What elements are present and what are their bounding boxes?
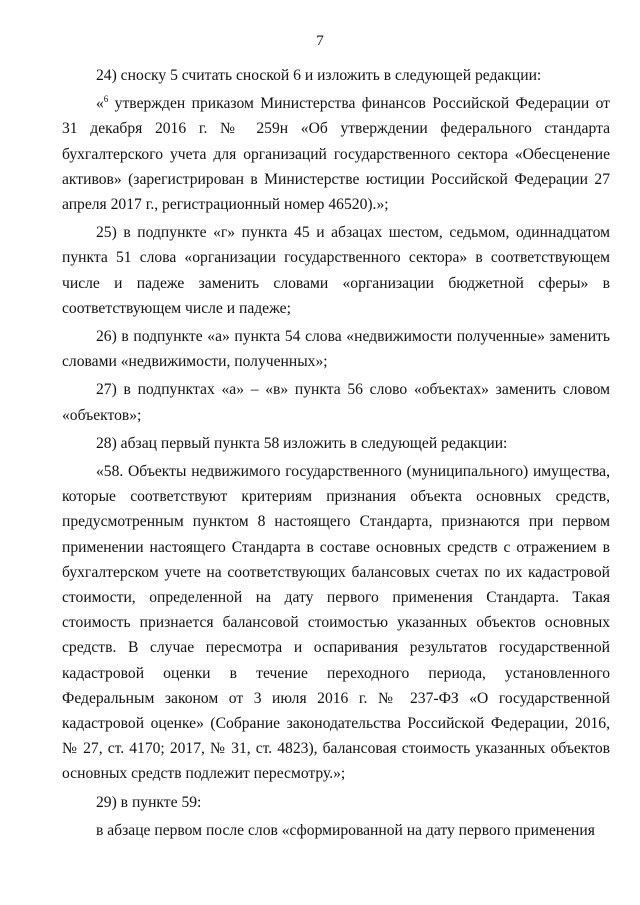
paragraph-26: 26) в подпункте «а» пункта 54 слова «недвижимости полученные» заменить словами «недвижимости, полученных»; [62, 328, 610, 371]
paragraph-28: 28) абзац первый пункта 58 изложить в следующей редакции: [96, 434, 508, 452]
paragraph-footnote-6 [62, 91, 610, 217]
footnote-text: утвержден приказом Министерства финансов Российской Федерации от 31 декабря 2016 г. № 259н «Об утверждении федерального стандарта бухгалтерского учета для организаций государственного сектора «Обесценение активов» (зарегистрирован в Министерстве юстиции Российской Федерации 27 апреля 2017 г., регистрационный номер 46520).»; [62, 95, 610, 214]
quote-open: « [96, 95, 104, 113]
paragraph-27: 27) в подпунктах «а» – «в» пункта 56 слово «объектах» заменить словом «объектов»; [62, 381, 610, 424]
paragraph-25: 25) в подпункте «г» пункта 45 и абзацах шестом, седьмом, одиннадцатом пункта 51 слова «организации государственного сектора» в соответствующем числе и падеже заменить словами «организации бюджетной сферы» в соответствующем числе и падеже; [62, 224, 610, 317]
paragraph-24: 24) сноску 5 считать сноской 6 и изложить в следующей редакции: [96, 67, 542, 84]
paragraph-29: 29) в пункте 59: [96, 793, 202, 811]
paragraph-59-first: в абзаце первом после слов «сформированной на дату первого применения [96, 821, 595, 839]
footnote-marker: 6 [103, 94, 109, 105]
paragraph-58-text: «58. Объекты недвижимого государственного (муниципального) имущества, которые соответствуют критериям признания объекта основных средств, предусмотренным пунктом 8 настоящего Стандарта, признаются при первом применении настоящего Стандарта в составе основных средств с отражением в бухгалтерском учете на соответствующих балансовых счетах по их кадастровой стоимости, определенной на дату первого применения Стандарта. Такая стоимость признается балансовой стоимостью указанных объектов основных средств. В случае пересмотра и оспаривания результатов государственной кадастровой оценки в течение переходного периода, установленного Федеральным законом от 3 июля 2016 г. № 237-ФЗ «О государственной кадастровой оценке» (Собрание законодательства Российской Федерации, 2016, № 27, ст. 4170; 2017, № 31, ст. 4823), балансовая стоимость указанных объектов основных средств подлежит пересмотру.»; [62, 463, 610, 783]
page-number: 7 [316, 33, 324, 49]
document-body [62, 63, 610, 846]
